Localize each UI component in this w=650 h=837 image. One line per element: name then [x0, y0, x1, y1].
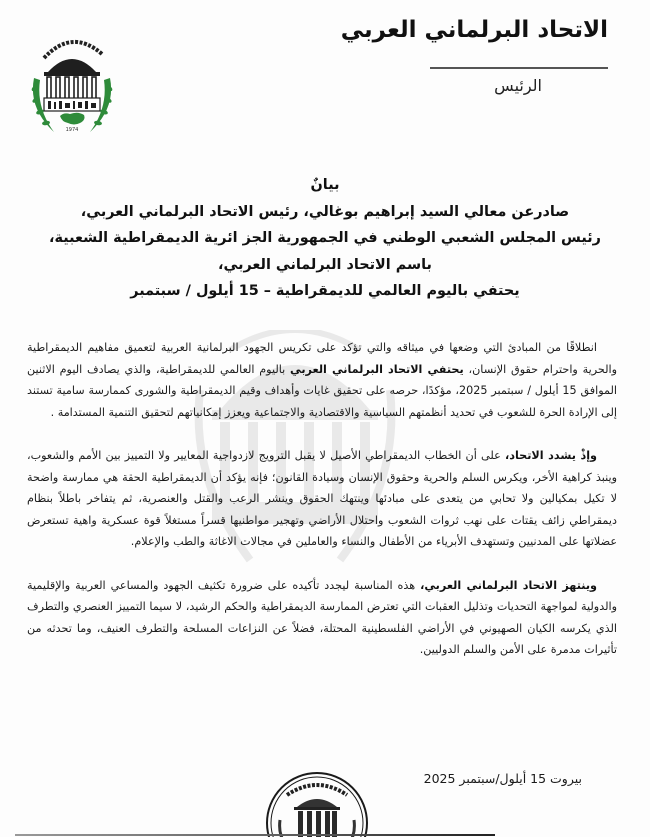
- official-seal-stamp-icon: [262, 765, 372, 837]
- statement-occasion-line: يحتفي باليوم العالمي للديمقراطية – 15 أيلول / سبتمبر: [130, 283, 520, 299]
- statement-body: [27, 337, 617, 683]
- statement-issuer-line: صادرعن معالي السيد إبراهيم بوغالي، رئيس الاتحاد البرلماني العربي،: [80, 203, 570, 220]
- paragraph-1-emphasis: يحتفي الاتحاد البرلماني العربي: [290, 362, 464, 376]
- statement-heading: بيانٌ: [310, 177, 340, 193]
- role-title: الرئيس: [494, 76, 542, 95]
- paragraph-1: انطلاقًا من المبادئ التي وضعها في ميثاقه والتي تؤكد على تكريس الجهود البرلمانية العربية لتعميق مفاهيم الديمقراطية والحرية واحترام حقوق الإنسان، يحتفي الاتحاد البرلماني العربي باليوم العالمي للديمقراطية، والذي يصادف اليوم الاثنين الموافق 15 أيلول / سبتمبر 2025، مؤكدًا، حرصه على تحقيق غايات وأهداف وقيم الديمقراطية والشورى كممارسة سامية تستند إلى الإرادة الحرة للشعوب في تحديد أنظمتهم السياسية والاقتصادية والاجتماعية ويعزز إمكانياتهم لتحقيق التنمية المستدامة .: [27, 341, 618, 419]
- paragraph-2: وإذْ يشدد الاتحاد، على أن الخطاب الديمقراطي الأصيل لا يقبل الترويج لازدواجية المعايير ولا التمييز بين الأمم والشعوب، وينبذ كراهية الأخر، ويكرس السلم والحرية وحقوق الإنسان وسيادة القانون؛ فإنه يؤكد أن الديمقراطية الحقة هي ممارسة واضحة لا تكيل بمكيالين ولا تحابي من يتعدى على مبادئها وينتهك الحقوق وينشر الرعب والقتل والعنصرية، ثم يتفاخر باطلاً بنظام ديمقراطي زائف يقتات على نهب ثروات الشعوب واحتلال الأراضي وتهجير مواطنيها قسراً مستغلاً قوة عسكرية واهية تستعرض عضلاتها على المدنيين وتستهدف الأبرياء من الأطفال والنساء والعاملين في مجالات الاغاثة والطب والإعلام.: [27, 448, 617, 549]
- statement-title-block: [40, 172, 610, 305]
- organization-name: الاتحاد البرلماني العربي: [340, 17, 608, 43]
- header-divider: [430, 67, 608, 69]
- statement-issuer-role-line: رئيس المجلس الشعبي الوطني في الجمهورية الجز ائرية الديمقراطية الشعبية،: [49, 230, 601, 246]
- arab-parliamentary-union-emblem-icon: [26, 28, 118, 136]
- svg-text:1974: 1974: [65, 127, 79, 133]
- paragraph-3: وينتهز الاتحاد البرلماني العربي، هذه المناسبة ليجدد تأكيده على ضرورة تكثيف الجهود والمساعي العربية والإقليمية والدولية لمواجهة التحديات وتذليل العقبات التي تعترض الممارسة الديمقراطية والحكم الرشيد، لا سيما التمييز العنصري والتطرف الذي يكرسه الكيان الصهيوني في الأراضي الفلسطينية المحتلة، فضلاً عن النزاعات المسلحة والتطرف العنيف، وما تحدثه من تأثيرات مدمرة على الأمن والسلم الدوليين.: [27, 578, 617, 657]
- paragraph-3-emphasis: وينتهز الاتحاد البرلماني العربي،: [420, 578, 597, 592]
- paragraph-2-emphasis: وإذْ يشدد الاتحاد،: [504, 448, 597, 462]
- footer-divider: [15, 834, 495, 836]
- statement-on-behalf-line: باسم الاتحاد البرلماني العربي،: [218, 256, 432, 273]
- place-and-date: بيروت 15 أيلول/سبتمبر 2025: [423, 771, 582, 786]
